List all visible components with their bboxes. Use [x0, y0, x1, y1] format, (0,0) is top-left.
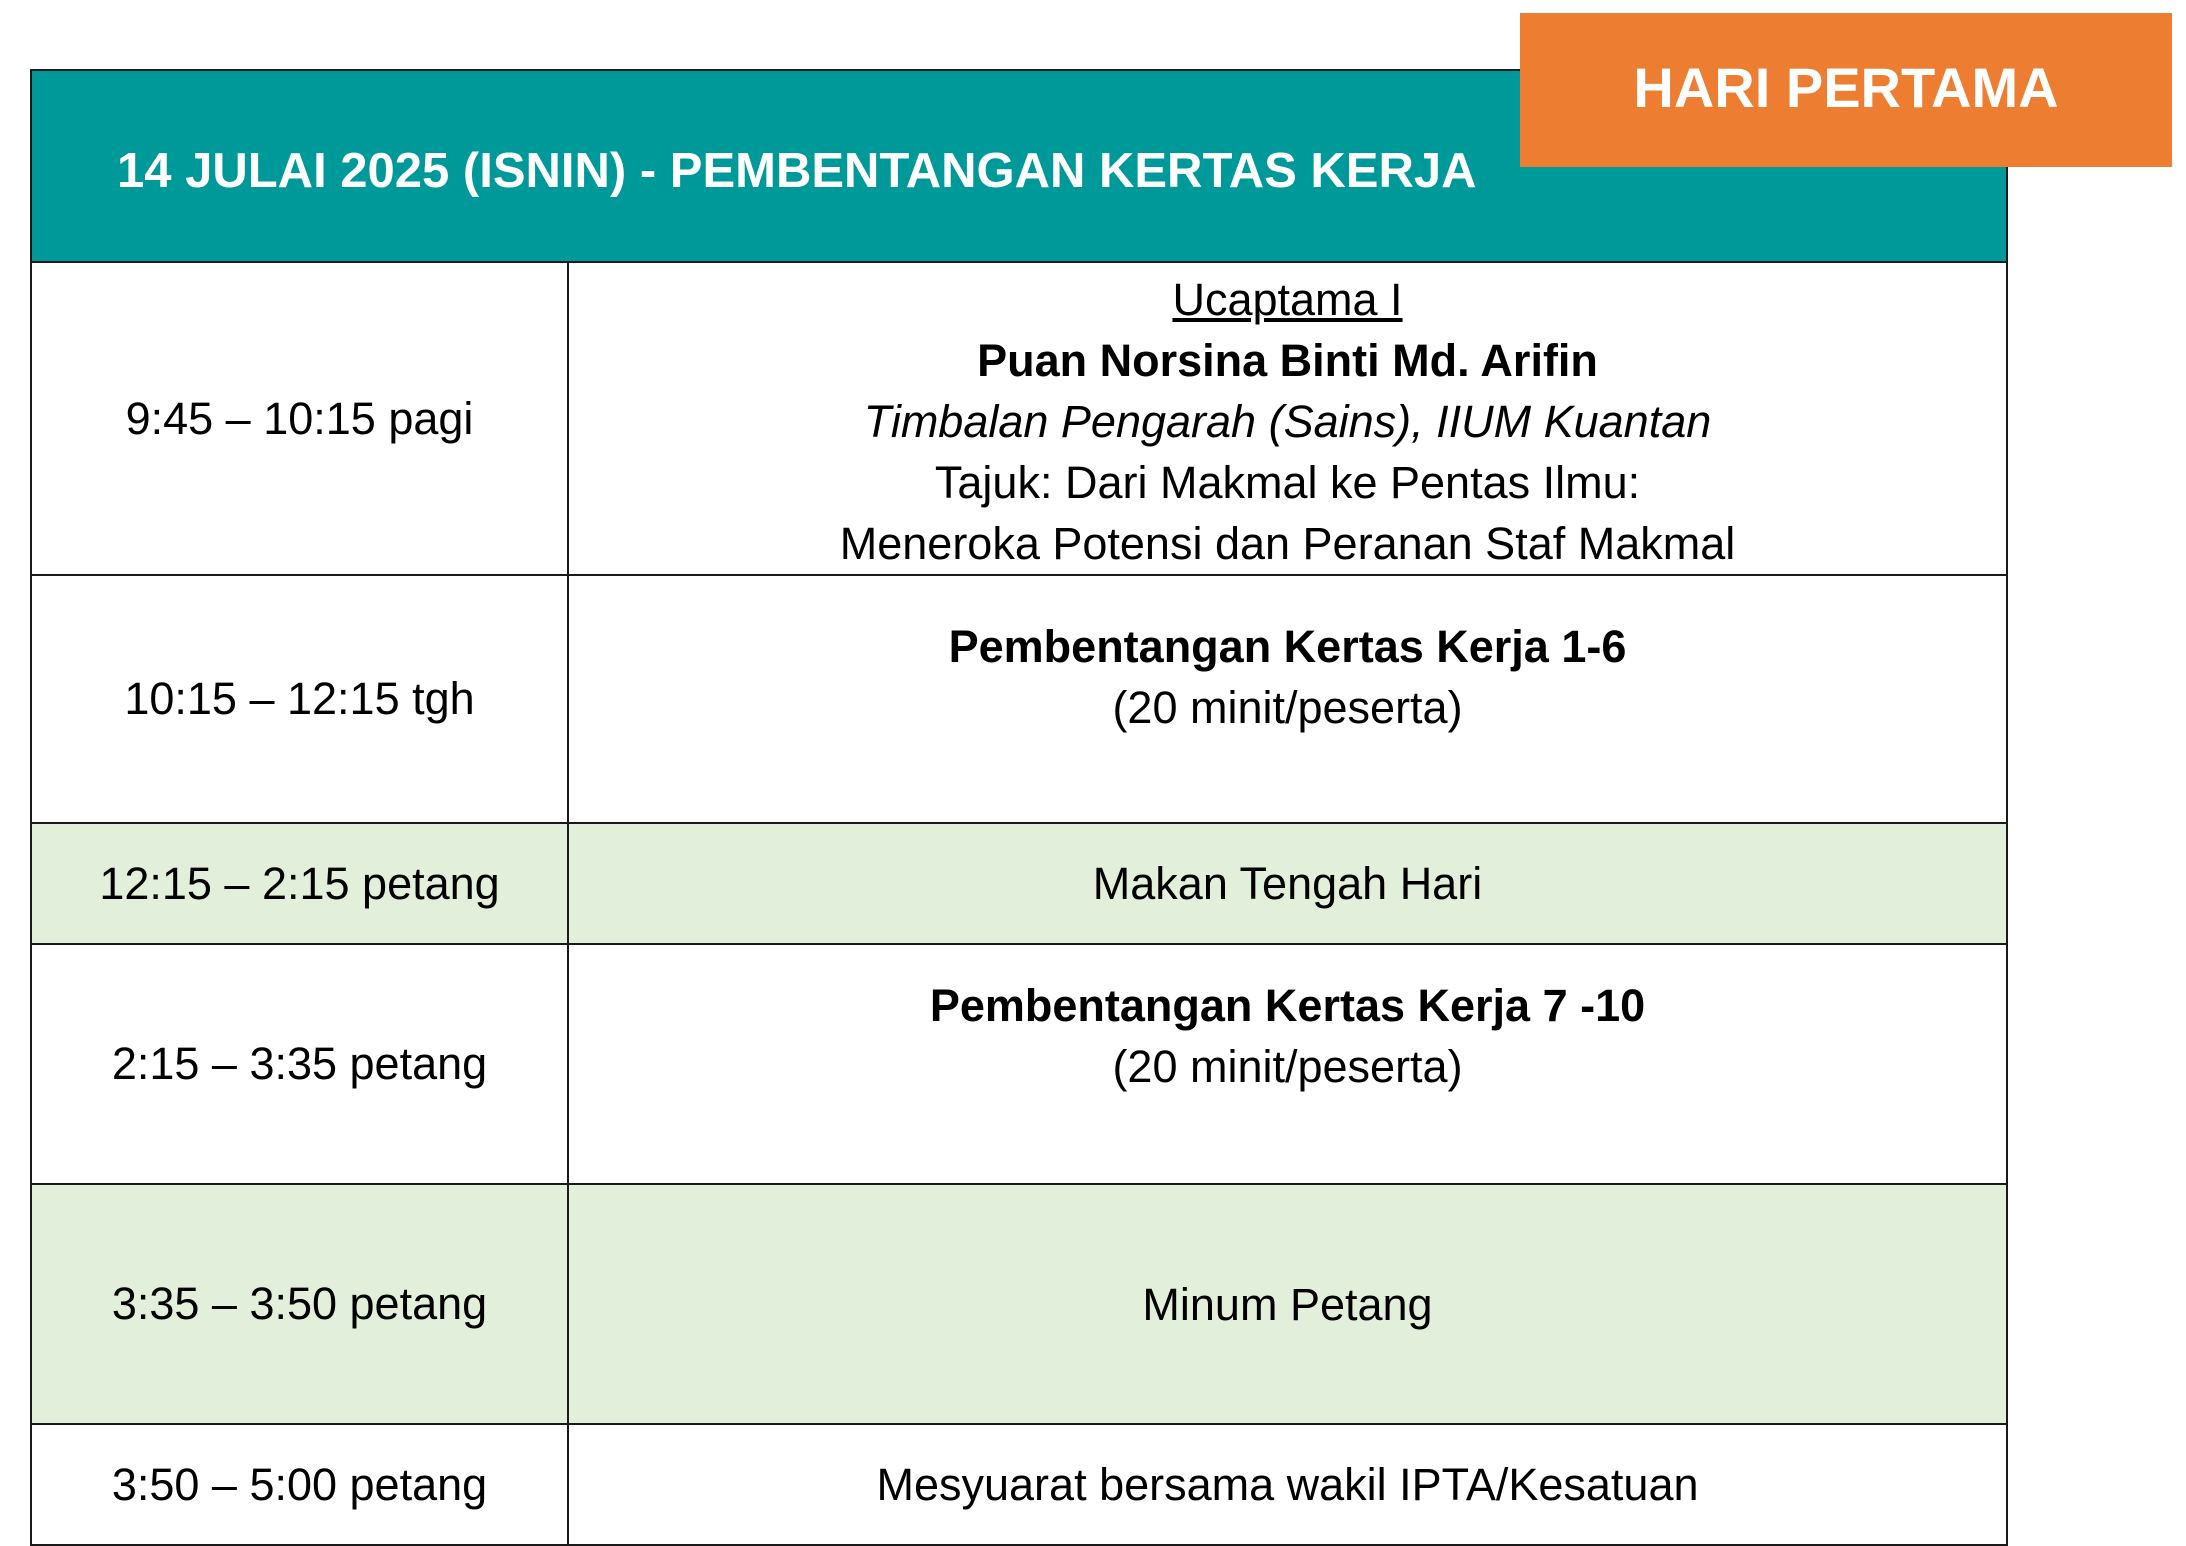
time-slot: 12:15 – 2:15 petang — [31, 823, 568, 944]
schedule-header-title: 14 JULAI 2025 (ISNIN) - PEMBENTANGAN KERTAS KERJA — [31, 70, 2007, 262]
activity-cell — [568, 262, 2007, 575]
time-slot: 9:45 – 10:15 pagi — [31, 262, 568, 575]
break-label: Minum Petang — [1142, 1278, 1433, 1330]
time-slot: 3:35 – 3:50 petang — [31, 1184, 568, 1424]
time-slot: 3:50 – 5:00 petang — [31, 1424, 568, 1545]
activity-cell — [568, 1184, 2007, 1424]
session-title: Pembentangan Kertas Kerja 1-6 — [948, 621, 1627, 672]
keynote-label: Ucaptama I — [1172, 274, 1403, 325]
activity-cell — [568, 575, 2007, 823]
day-badge — [1520, 13, 2172, 167]
talk-title-line-1: Tajuk: Dari Makmal ke Pentas Ilmu: — [934, 457, 1641, 508]
activity-cell — [568, 1424, 2007, 1545]
table-row — [31, 575, 2007, 823]
schedule-table — [30, 69, 2008, 1546]
day-badge-label: HARI PERTAMA — [1633, 56, 2059, 119]
speaker-name: Puan Norsina Binti Md. Arifin — [977, 335, 1598, 386]
activity-cell — [568, 823, 2007, 944]
talk-title-line-2: Meneroka Potensi dan Peranan Staf Makmal — [839, 518, 1736, 569]
session-title: Pembentangan Kertas Kerja 7 -10 — [929, 980, 1646, 1031]
table-row — [31, 262, 2007, 575]
speaker-position: Timbalan Pengarah (Sains), IIUM Kuantan — [863, 396, 1712, 447]
time-slot: 10:15 – 12:15 tgh — [31, 575, 568, 823]
table-row — [31, 1184, 2007, 1424]
break-label: Makan Tengah Hari — [1092, 858, 1483, 909]
table-row — [31, 944, 2007, 1184]
table-row — [31, 1424, 2007, 1545]
meeting-label: Mesyuarat bersama wakil IPTA/Kesatuan — [876, 1459, 1699, 1510]
session-note: (20 minit/peserta) — [1112, 682, 1463, 733]
activity-cell — [568, 944, 2007, 1184]
time-slot: 2:15 – 3:35 petang — [31, 944, 568, 1184]
table-row — [31, 823, 2007, 944]
session-note: (20 minit/peserta) — [1112, 1041, 1463, 1092]
